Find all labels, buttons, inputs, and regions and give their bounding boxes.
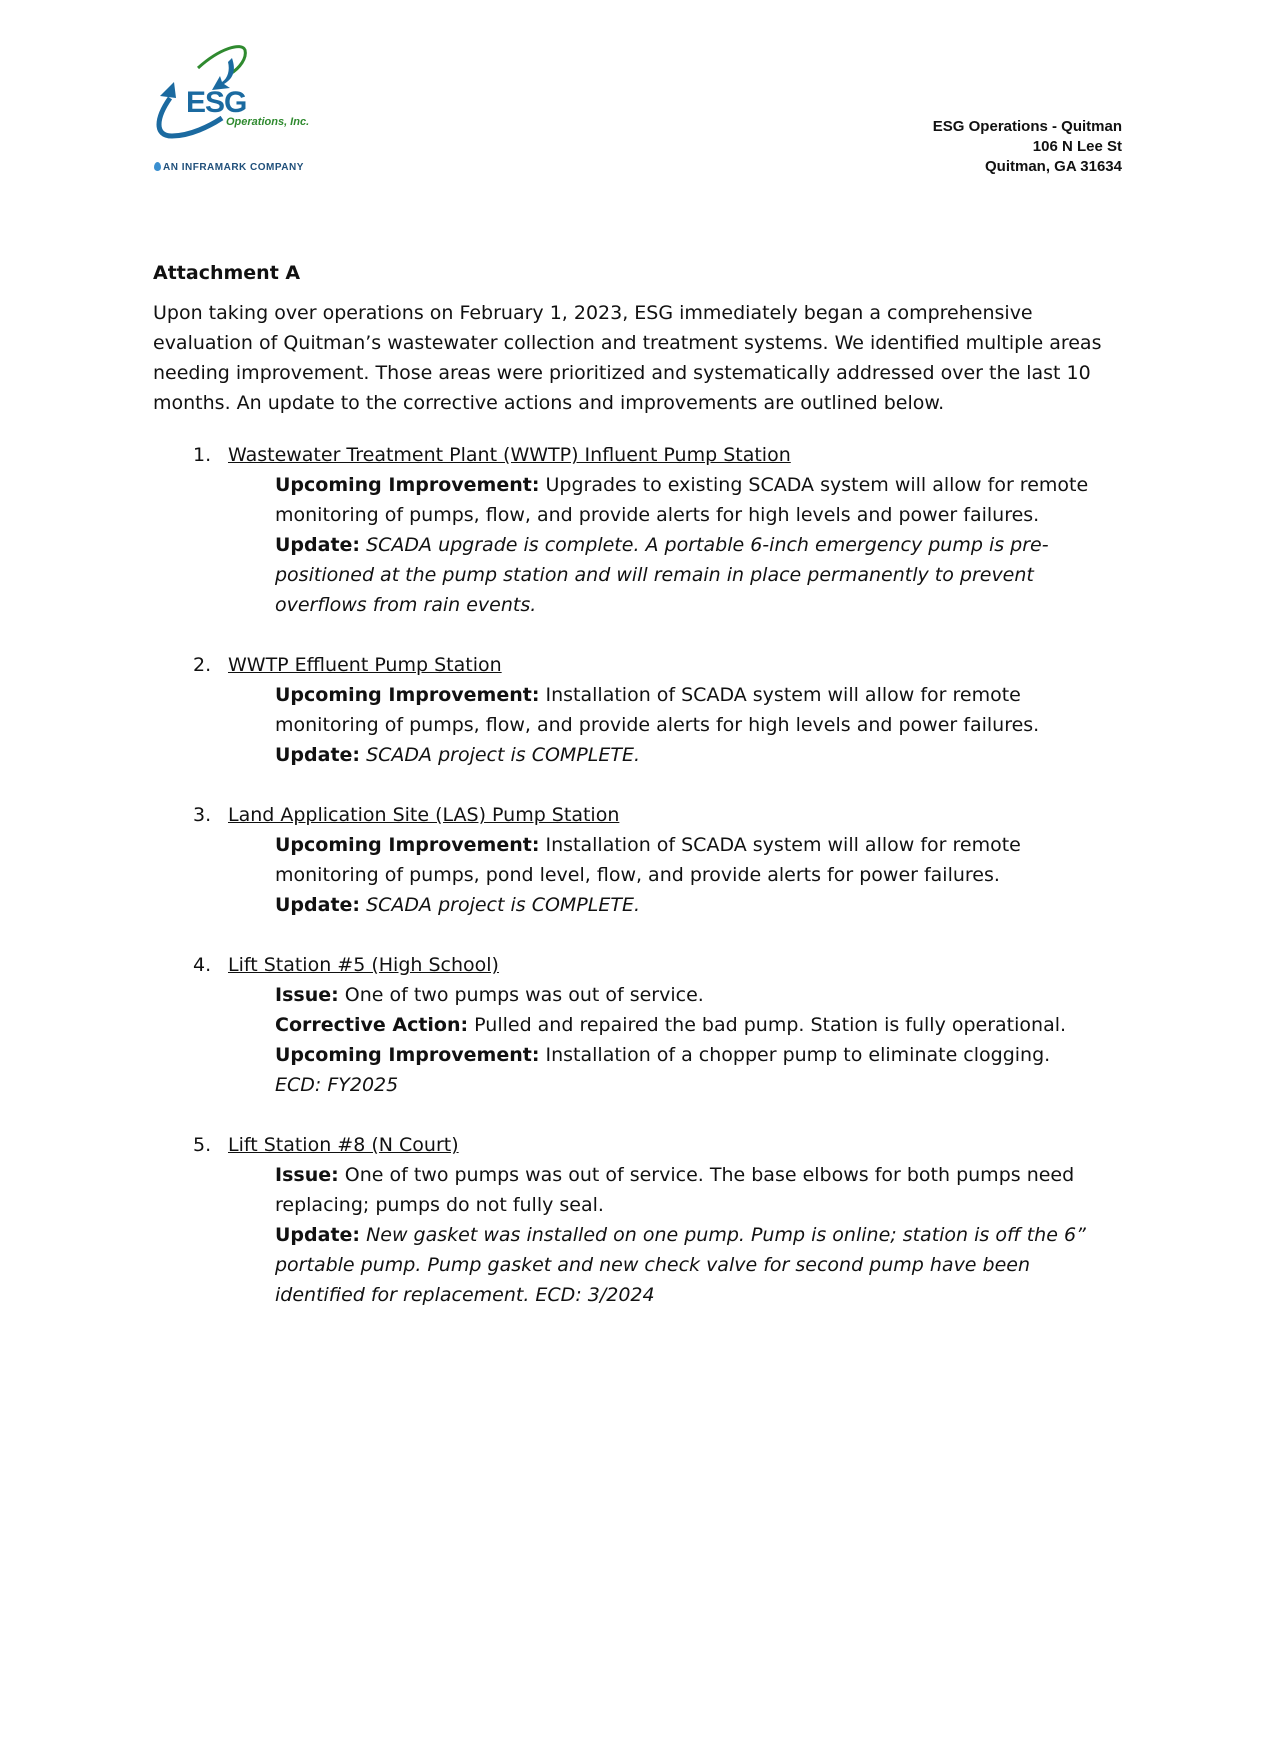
- address-line-company: ESG Operations - Quitman: [932, 118, 1122, 135]
- entry-issue: Issue: One of two pumps was out of service.: [275, 984, 704, 1006]
- water-drop-icon: [154, 162, 161, 171]
- entry-upcoming-improvement: Upcoming Improvement: Installation of SCADA system will allow for remote monitoring of pumps, flow, and provide alerts for high levels and power failures.: [275, 684, 1040, 736]
- entry-upcoming-improvement: Upcoming Improvement: Installation of a chopper pump to eliminate clogging.: [275, 1044, 1051, 1066]
- list-item: [153, 1130, 1123, 1310]
- entry-ecd: ECD: FY2025: [275, 1074, 399, 1096]
- list-item: [153, 800, 1123, 920]
- item-number: 4.: [193, 954, 212, 976]
- logo-operations-text: Operations, Inc.: [226, 116, 310, 128]
- address-line-street: 106 N Lee St: [1032, 138, 1122, 155]
- entry-upcoming-improvement: Upcoming Improvement: Upgrades to existing SCADA system will allow for remote monitoring of pumps, flow, and provide alerts for high levels and power failures.: [275, 474, 1089, 526]
- list-item: [153, 650, 1123, 770]
- list-item: [153, 950, 1123, 1100]
- item-number: 2.: [193, 654, 212, 676]
- swoosh-arrow-icon: [150, 38, 350, 168]
- item-number: 1.: [193, 444, 212, 466]
- document-body: [153, 258, 1123, 1340]
- improvement-list: [153, 440, 1123, 1310]
- item-title: Land Application Site (LAS) Pump Station: [228, 804, 620, 826]
- item-title: Lift Station #8 (N Court): [228, 1134, 459, 1156]
- list-item: [153, 440, 1123, 620]
- item-number: 3.: [193, 804, 212, 826]
- intro-paragraph: Upon taking over operations on February 1, 2023, ESG immediately began a comprehensive evaluation of Quitman’s wastewater collection and treatment systems. We identified multiple areas needing improvement. Those areas were prioritized and systematically addressed over the last 10 months. An update to the corrective actions and improvements are outlined below.: [153, 302, 1102, 414]
- document-heading: Attachment A: [153, 262, 301, 284]
- entry-update: Update: New gasket was installed on one pump. Pump is online; station is off the 6” portable pump. Pump gasket and new check valve for second pump have been identified for replacement. ECD: 3/2024: [275, 1224, 1086, 1306]
- item-number: 5.: [193, 1134, 212, 1156]
- item-title: Lift Station #5 (High School): [228, 954, 499, 976]
- item-title: Wastewater Treatment Plant (WWTP) Influent Pump Station: [228, 444, 791, 466]
- esg-logo: [150, 38, 350, 178]
- entry-update: Update: SCADA project is COMPLETE.: [275, 744, 641, 766]
- entry-upcoming-improvement: Upcoming Improvement: Installation of SCADA system will allow for remote monitoring of pumps, pond level, flow, and provide alerts for power failures.: [275, 834, 1021, 886]
- entry-update: Update: SCADA project is COMPLETE.: [275, 894, 641, 916]
- logo-parent-text: AN INFRAMARK COMPANY: [152, 162, 304, 173]
- item-title: WWTP Effluent Pump Station: [228, 654, 502, 676]
- address-line-city: Quitman, GA 31634: [985, 158, 1122, 175]
- entry-issue: Issue: One of two pumps was out of service. The base elbows for both pumps need replacing; pumps do not fully seal.: [275, 1164, 1075, 1216]
- address-block: [933, 117, 1122, 177]
- entry-update: Update: SCADA upgrade is complete. A portable 6-inch emergency pump is pre-positioned at the pump station and will remain in place permanently to prevent overflows from rain events.: [275, 534, 1049, 616]
- entry-corrective-action: Corrective Action: Pulled and repaired the bad pump. Station is fully operational.: [275, 1014, 1067, 1036]
- logo-esg-text: ESG: [186, 86, 247, 119]
